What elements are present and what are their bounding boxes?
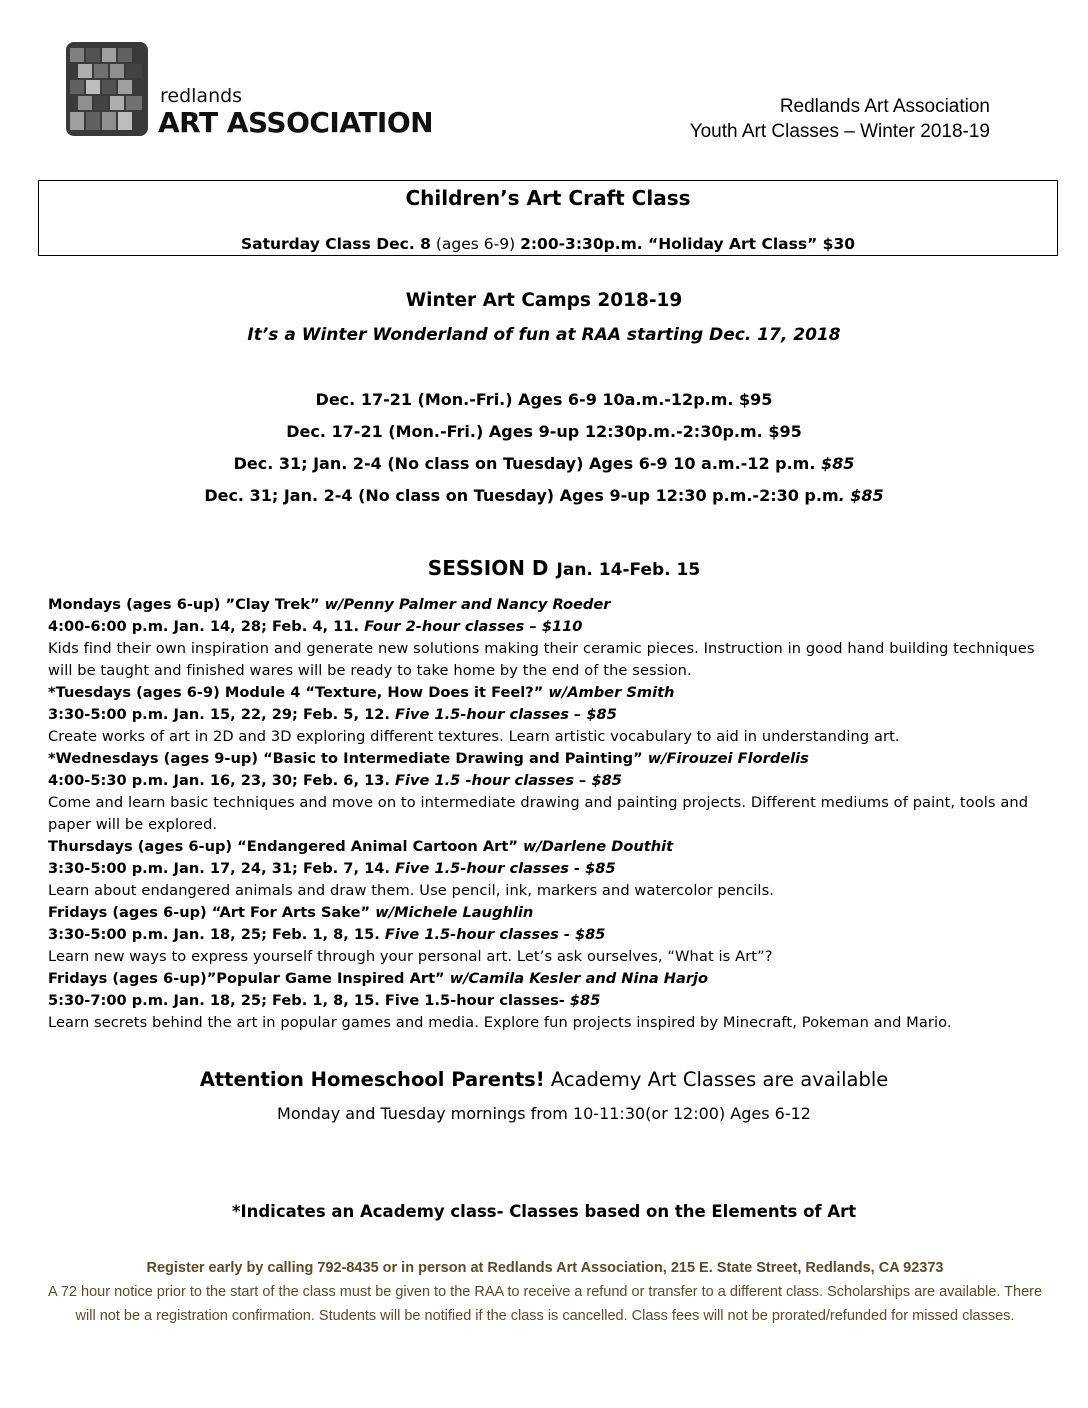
class-entry <box>48 682 1048 748</box>
class-instructor: w/Michele Laughlin <box>375 904 534 921</box>
class-instructor: w/Darlene Douthit <box>523 838 674 855</box>
session-heading <box>0 556 1088 580</box>
class-entry <box>48 836 1048 902</box>
class-time: 5:30-7:00 p.m. Jan. 18, 25; Feb. 1, 8, 15. Five 1.5-hour classes- <box>48 992 570 1009</box>
camp-line-text: Dec. 17-21 (Mon.-Fri.) Ages 6-9 10a.m.-12p.m. $95 <box>315 390 773 409</box>
class-instructor: w/Camila Kesler and Nina Harjo <box>449 970 709 987</box>
class-title: Thursdays (ages 6-up) “Endangered Animal Cartoon Art” <box>48 838 523 855</box>
class-title: Fridays (ages 6-up)”Popular Game Inspired Art” <box>48 970 450 987</box>
header-org: Redlands Art Association <box>779 96 990 117</box>
craft-class-details <box>39 235 1057 253</box>
camp-line <box>0 486 1088 505</box>
header-block <box>690 94 990 144</box>
class-description: Come and learn basic techniques and move on to intermediate drawing and painting projects. Different mediums of paint, tools and paper will be explored. <box>48 794 1029 833</box>
camp-line-price: $85 <box>821 454 855 473</box>
class-description: Learn about endangered animals and draw them. Use pencil, ink, markers and watercolor pencils. <box>48 882 775 899</box>
class-fee: Four 2-hour classes – $110 <box>364 618 583 635</box>
logo-mark-icon <box>66 42 148 136</box>
homeschool-notice <box>0 1068 1088 1091</box>
class-time: 4:00-6:00 p.m. Jan. 14, 28; Feb. 4, 11. <box>48 618 365 635</box>
class-instructor: w/Penny Palmer and Nancy Roeder <box>324 596 611 613</box>
class-fee: $85 <box>569 992 601 1009</box>
camps-title: Winter Art Camps 2018-19 <box>405 290 683 311</box>
logo-text-big: ART ASSOCIATION <box>158 106 434 139</box>
class-title: Fridays (ages 6-up) “Art For Arts Sake” <box>48 904 376 921</box>
class-heading <box>48 836 1048 858</box>
class-description: Kids find their own inspiration and generate new solutions making their ceramic pieces. Instruction in good hand building techniques will be taught and finished wares will be ready to take home by the end of the session. <box>48 640 1035 679</box>
class-fee: Five 1.5 -hour classes – $85 <box>395 772 622 789</box>
academy-note: *Indicates an Academy class- Classes based on the Elements of Art <box>231 1202 857 1221</box>
class-description: Create works of art in 2D and 3D exploring different textures. Learn artistic vocabulary to aid in understanding art. <box>48 728 900 745</box>
craft-class-ages: (ages 6-9) <box>435 235 516 253</box>
logo-text-small: redlands <box>160 85 243 107</box>
class-title: *Wednesdays (ages 9-up) “Basic to Intermediate Drawing and Painting” <box>48 750 648 767</box>
footer-policy: A 72 hour notice prior to the start of the class must be given to the RAA to receive a refund or transfer to a different class. Scholarships are available. There will not be a registration confirmation. Students will be notified if the class is cancelled. Class fees will not be prorated/refunded for missed classes. <box>47 1284 1043 1324</box>
camp-line-price: . $85 <box>838 486 884 505</box>
class-heading <box>48 968 1048 990</box>
class-time: 3:30-5:00 p.m. Jan. 18, 25; Feb. 1, 8, 15. <box>48 926 385 943</box>
class-time: 3:30-5:00 p.m. Jan. 15, 22, 29; Feb. 5, 12. <box>48 706 396 723</box>
camps-subtitle: It’s a Winter Wonderland of fun at RAA starting Dec. 17, 2018 <box>247 325 841 345</box>
raa-logo <box>66 42 434 139</box>
craft-class-day: Saturday Class Dec. 8 <box>240 235 431 253</box>
camp-line <box>0 422 1088 441</box>
camp-line-text: Dec. 17-21 (Mon.-Fri.) Ages 9-up 12:30p.m.-2:30p.m. $95 <box>286 422 802 441</box>
class-fee: Five 1.5-hour classes - $85 <box>395 860 616 877</box>
session-title: SESSION D <box>427 556 549 580</box>
class-description: Learn secrets behind the art in popular games and media. Explore fun projects inspired by Minecraft, Pokeman and Mario. <box>48 1014 952 1031</box>
class-title: Mondays (ages 6-up) ”Clay Trek” <box>48 596 325 613</box>
class-heading <box>48 594 1048 616</box>
class-schedule <box>48 704 1048 726</box>
class-time: 3:30-5:00 p.m. Jan. 17, 24, 31; Feb. 7, 14. <box>48 860 396 877</box>
craft-class-title: Children’s Art Craft Class <box>405 186 691 210</box>
session-dates: Jan. 14-Feb. 15 <box>556 560 701 580</box>
craft-class-time: 2:00-3:30p.m. “Holiday Art Class” $30 <box>520 235 856 253</box>
class-fee: Five 1.5-hour classes - $85 <box>384 926 606 943</box>
class-time: 4:00-5:30 p.m. Jan. 16, 23, 30; Feb. 6, 13. <box>48 772 396 789</box>
footer <box>40 1256 1050 1328</box>
footer-register: Register early by calling 792-8435 or in person at Redlands Art Association, 215 E. State Street, Redlands, CA 92373 <box>146 1260 944 1276</box>
class-entry <box>48 748 1048 836</box>
class-heading <box>48 682 1048 704</box>
class-heading <box>48 902 1048 924</box>
class-schedule <box>48 858 1048 880</box>
class-fee: Five 1.5-hour classes – $85 <box>395 706 617 723</box>
homeschool-text: Academy Art Classes are available <box>544 1068 889 1091</box>
craft-class-box <box>38 180 1058 256</box>
class-schedule <box>48 990 1048 1012</box>
class-heading <box>48 748 1048 770</box>
camp-line <box>0 454 1088 473</box>
camp-line-text: Dec. 31; Jan. 2-4 (No class on Tuesday) Ages 6-9 10 a.m.-12 p.m. <box>233 454 821 473</box>
homeschool-title: Attention Homeschool Parents! <box>199 1068 545 1091</box>
class-description: Learn new ways to express yourself through your personal art. Let’s ask ourselves, “What is Art”? <box>48 948 773 965</box>
camp-line <box>0 390 1088 409</box>
class-list <box>48 594 1048 1034</box>
class-entry <box>48 902 1048 968</box>
header-subtitle: Youth Art Classes – Winter 2018-19 <box>689 121 990 142</box>
class-instructor: w/Firouzei Flordelis <box>647 750 809 767</box>
class-entry <box>48 594 1048 682</box>
class-schedule <box>48 770 1048 792</box>
class-schedule <box>48 924 1048 946</box>
camp-line-text: Dec. 31; Jan. 2-4 (No class on Tuesday) Ages 9-up 12:30 p.m.-2:30 p.m <box>204 486 839 505</box>
class-schedule <box>48 616 1048 638</box>
class-entry <box>48 968 1048 1034</box>
class-title: *Tuesdays (ages 6-9) Module 4 “Texture, How Does it Feel?” <box>48 684 549 701</box>
class-instructor: w/Amber Smith <box>548 684 675 701</box>
homeschool-hours: Monday and Tuesday mornings from 10-11:30(or 12:00) Ages 6-12 <box>277 1104 811 1123</box>
